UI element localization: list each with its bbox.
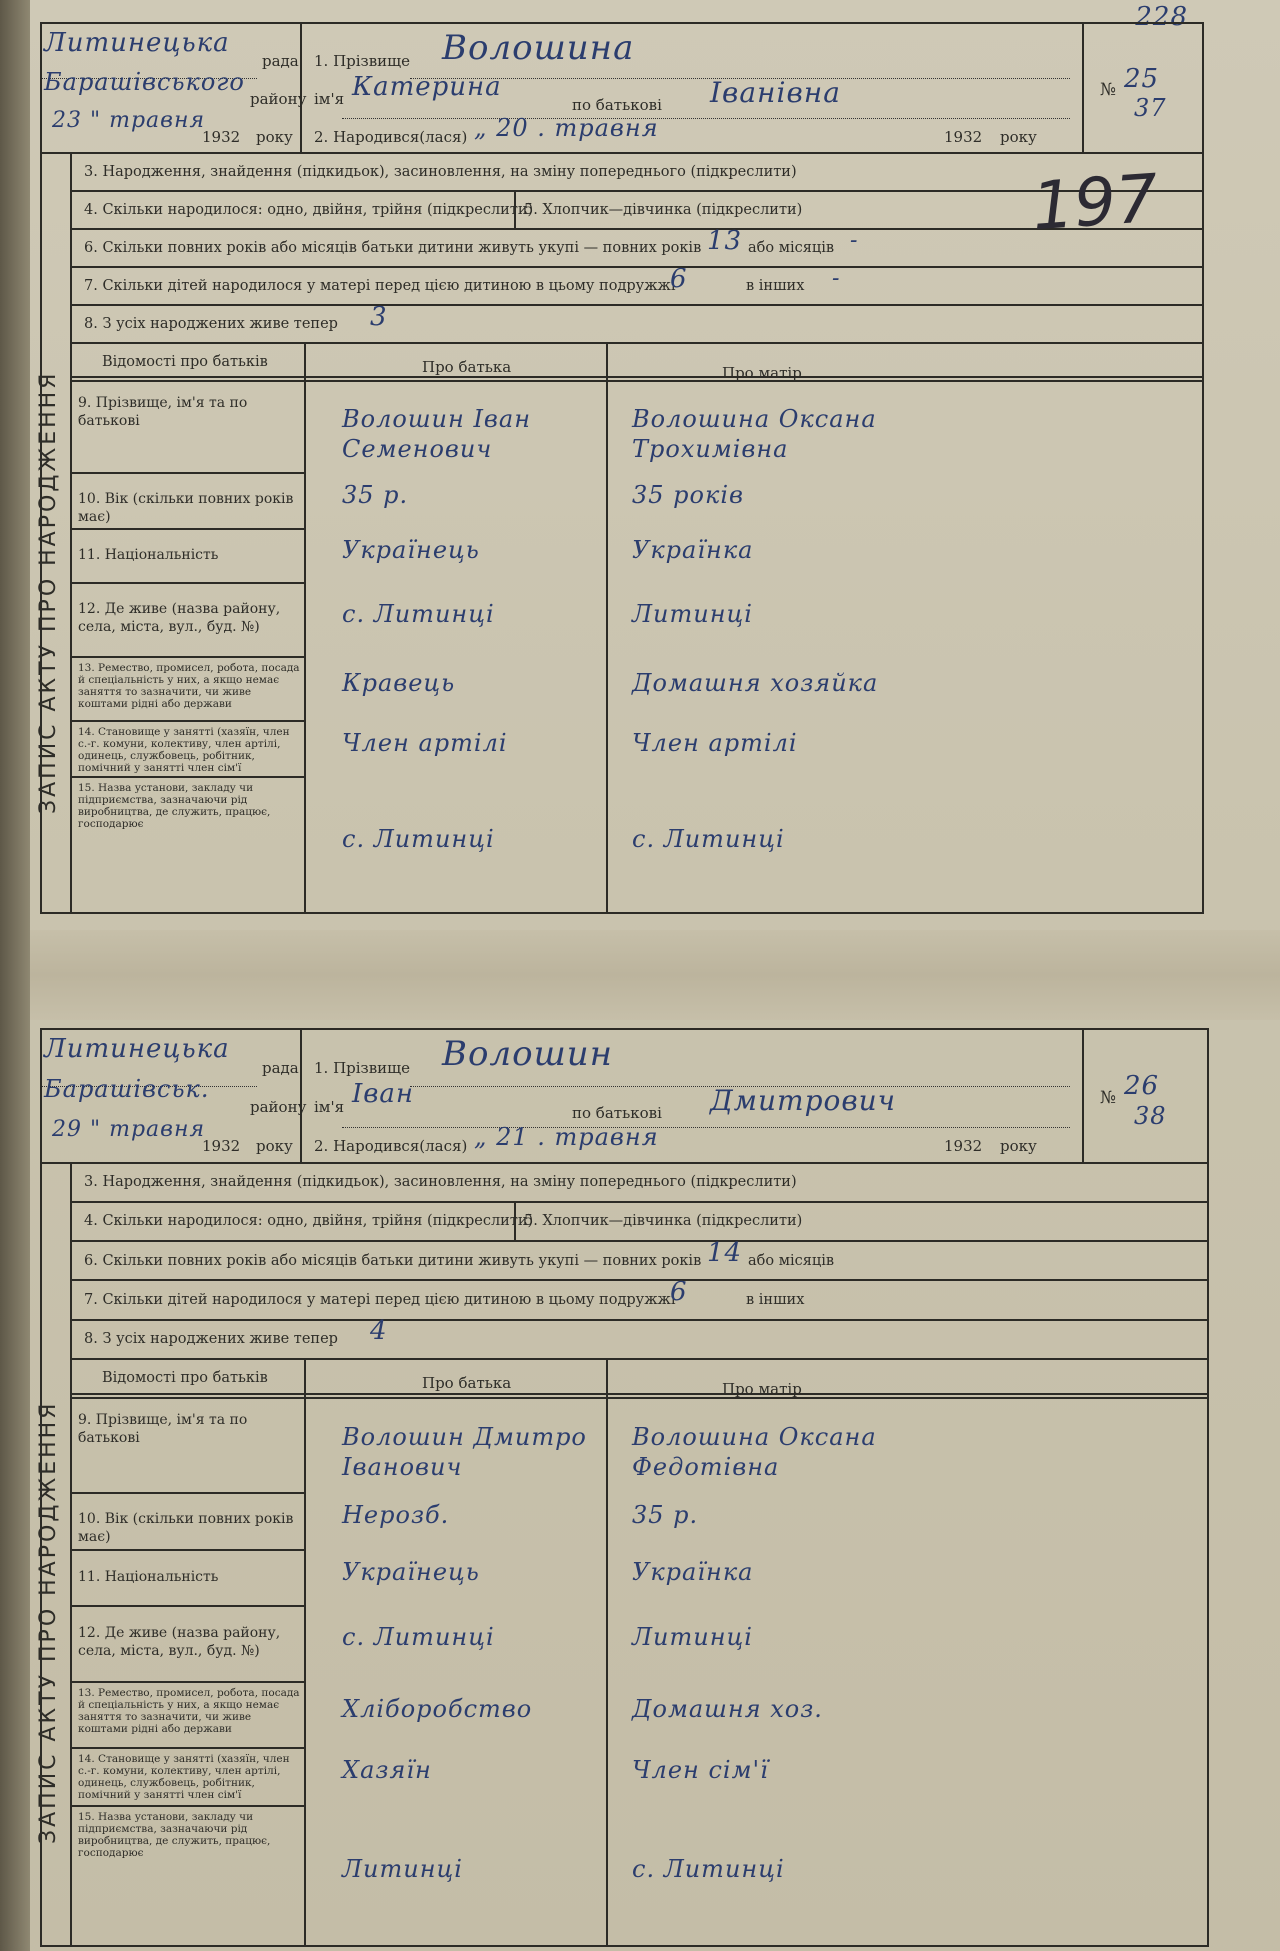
mother-value-13: Домашня хоз.	[632, 1695, 823, 1723]
father-value-9: Волошин Дмитро Іванович	[342, 1423, 587, 1481]
patronymic-label: по батькові	[572, 1104, 662, 1122]
row-rule-14	[70, 720, 306, 722]
row-label-15: 15. Назва установи, закладу чи підприємства, зазначаючи рід виробництва, де служить, працює, господарює	[78, 1811, 271, 1859]
registration-year: 1932	[202, 1137, 241, 1155]
header-bottom-rule	[42, 1162, 1207, 1164]
mother-value-12: Литинці	[632, 1623, 753, 1651]
registration-year-label: року	[256, 128, 293, 146]
name-value: Катерина	[352, 72, 502, 102]
name-value: Іван	[352, 1079, 415, 1109]
header-divider-left	[300, 1030, 302, 1162]
field-7-other-label: в інших	[746, 1292, 805, 1308]
mother-header: Про матір	[722, 364, 802, 382]
born-year-label: року	[1000, 1137, 1037, 1155]
field-4-label: 4. Скільки народилося: одно, двійня, трійня (підкреслити)	[84, 1213, 534, 1229]
row-label-10: 10. Вік (скільки повних років має)	[78, 491, 294, 525]
born-label: 2. Народився(лася)	[314, 1137, 468, 1155]
father-value-11: Українець	[342, 536, 480, 564]
row-label-13: 13. Ремество, промисел, робота, посада й спеціальність у них, а якщо немає заняття то зазначити, чи живе коштами рідні або держави	[78, 1687, 300, 1735]
field-rule-2	[70, 1240, 1207, 1242]
row-rule-12	[70, 1605, 306, 1607]
council-label: рада	[262, 1059, 299, 1077]
row-label-9: 9. Прізвище, ім'я та по батькові	[78, 1412, 248, 1446]
mother-value-14: Член сім'ї	[632, 1756, 769, 1784]
name-line	[342, 1127, 1070, 1128]
council-name: Литинецька	[44, 1034, 230, 1064]
mother-header: Про матір	[722, 1380, 802, 1398]
mother-value-14: Член артілі	[632, 729, 798, 757]
row-rule-11	[70, 1549, 306, 1551]
field-8-label: 8. З усіх народжених живе тепер	[84, 1331, 338, 1347]
born-label: 2. Народився(лася)	[314, 128, 468, 146]
field-6-months-label: або місяців	[748, 240, 835, 256]
father-value-10: Нерозб.	[342, 1501, 450, 1529]
birth-record-1	[36, 22, 1204, 914]
table-col-divider-2	[606, 1358, 608, 1945]
record-number: 25	[1124, 64, 1160, 94]
registration-date: 29 " травня	[52, 1117, 206, 1142]
mother-value-9: Волошина Оксана Федотівна	[632, 1423, 877, 1481]
book-spine	[0, 0, 30, 1951]
field-7-value: 6	[670, 1277, 688, 1307]
field-6-months-label: або місяців	[748, 1253, 835, 1269]
field-rule-5	[70, 342, 1202, 344]
field-8-value: 3	[370, 302, 388, 332]
row-label-15: 15. Назва установи, закладу чи підприємства, зазначаючи рід виробництва, де служить, працює, господарює	[78, 782, 271, 830]
field-6-label: 6. Скільки повних років або місяців батьки дитини живуть укупі — повних років	[84, 240, 702, 256]
field-8-label: 8. З усіх народжених живе тепер	[84, 316, 338, 332]
record-number: 26	[1124, 1071, 1160, 1101]
row-label-10: 10. Вік (скільки повних років має)	[78, 1511, 294, 1545]
field-7-other: -	[832, 266, 841, 291]
field-rule-3	[70, 1279, 1207, 1281]
name-line	[342, 118, 1070, 119]
field-rule-4	[70, 304, 1202, 306]
parents-header: Відомості про батьків	[102, 354, 268, 370]
record-number-label: №	[1100, 1088, 1117, 1108]
record-number-alt: 37	[1134, 94, 1167, 122]
mother-value-10: 35 років	[632, 481, 744, 509]
district-label: району	[250, 1098, 307, 1116]
row-rule-11	[70, 528, 306, 530]
field-6-months: -	[850, 228, 859, 253]
father-value-15: Литинці	[342, 1855, 463, 1883]
field-rule-6	[70, 380, 1202, 382]
surname-label: 1. Прізвище	[314, 52, 411, 70]
field-6-years: 13	[707, 226, 743, 256]
field-rule-1	[70, 1201, 1207, 1203]
row-label-12: 12. Де живе (назва району, села, міста, вул., буд. №)	[78, 1625, 281, 1659]
field-7-other-label: в інших	[746, 278, 805, 294]
field-4-label: 4. Скільки народилося: одно, двійня, трійня (підкреслити)	[84, 202, 534, 218]
father-value-12: с. Литинці	[342, 600, 495, 628]
district-name: Барашівськ.	[44, 1075, 210, 1103]
father-value-12: с. Литинці	[342, 1623, 495, 1651]
mother-value-15: с. Литинці	[632, 1855, 785, 1883]
father-value-10: 35 р.	[342, 481, 409, 509]
row-label-12: 12. Де живе (назва району, села, міста, вул., буд. №)	[78, 601, 281, 635]
row-label-14: 14. Становище у занятті (хазяїн, член с.-г. комуни, колективу, член артілі, одинець, службовець, робітник, помічний у занятті член сім'ї	[78, 726, 290, 774]
patronymic-value: Дмитрович	[710, 1084, 897, 1117]
parents-header: Відомості про батьків	[102, 1370, 268, 1386]
big-number: 197	[1029, 159, 1161, 246]
mother-value-13: Домашня хозяйка	[632, 669, 879, 697]
surname-label: 1. Прізвище	[314, 1059, 411, 1077]
page-gap	[30, 930, 1280, 1020]
father-value-14: Хазяїн	[342, 1756, 432, 1784]
surname-value: Волошина	[442, 28, 635, 68]
table-col-divider-2	[606, 342, 608, 912]
field-8-value: 4	[370, 1316, 388, 1346]
patronymic-value: Іванівна	[710, 76, 841, 109]
father-value-15: с. Литинці	[342, 825, 495, 853]
field-rule-5	[70, 1358, 1207, 1360]
born-date: „ 21 . травня	[474, 1123, 659, 1151]
name-label: ім'я	[314, 90, 345, 108]
row-label-9: 9. Прізвище, ім'я та по батькові	[78, 395, 248, 429]
father-value-13: Кравець	[342, 669, 456, 697]
registration-date: 23 " травня	[52, 108, 206, 133]
table-col-divider-1	[304, 342, 306, 912]
mother-value-15: с. Литинці	[632, 825, 785, 853]
header-divider-right	[1082, 24, 1084, 152]
mother-value-9: Волошина Оксана Трохимівна	[632, 405, 877, 463]
row-rule-13	[70, 1681, 306, 1683]
side-title: ЗАПИС АКТУ ПРО НАРОДЖЕННЯ	[36, 370, 61, 814]
field-rule-6	[70, 1397, 1207, 1399]
row-label-13: 13. Ремество, промисел, робота, посада й спеціальність у них, а якщо немає заняття то зазначити, чи живе коштами рідні або держави	[78, 662, 300, 710]
table-col-divider-1	[304, 1358, 306, 1945]
district-label: району	[250, 90, 307, 108]
row-rule-12	[70, 582, 306, 584]
row-rule-14	[70, 1747, 306, 1749]
field-3-label: 3. Народження, знайдення (підкидьок), засиновлення, на зміну попереднього (підкреслити)	[84, 1174, 797, 1190]
birth-record-2	[36, 1028, 1209, 1947]
patronymic-label: по батькові	[572, 96, 662, 114]
field-3-label: 3. Народження, знайдення (підкидьок), засиновлення, на зміну попереднього (підкреслити)	[84, 164, 797, 180]
mother-value-10: 35 р.	[632, 1501, 699, 1529]
field-5-label: 5. Хлопчик—дівчинка (підкреслити)	[524, 1213, 803, 1229]
field-5-label: 5. Хлопчик—дівчинка (підкреслити)	[524, 202, 803, 218]
born-year-label: року	[1000, 128, 1037, 146]
mother-value-11: Українка	[632, 1558, 754, 1586]
council-name: Литинецька	[44, 28, 230, 58]
father-value-11: Українець	[342, 1558, 480, 1586]
born-year: 1932	[944, 1137, 983, 1155]
surname-value: Волошин	[442, 1034, 614, 1074]
row-rule-15	[70, 1805, 306, 1807]
header-divider-right	[1082, 1030, 1084, 1162]
page-number: 228	[1135, 2, 1188, 32]
field-6-label: 6. Скільки повних років або місяців батьки дитини живуть укупі — повних років	[84, 1253, 702, 1269]
table-header-rule	[70, 1393, 1207, 1395]
record-number-label: №	[1100, 80, 1117, 100]
name-label: ім'я	[314, 1098, 345, 1116]
field-7-value: 6	[670, 264, 688, 294]
row-rule-13	[70, 656, 306, 658]
born-year: 1932	[944, 128, 983, 146]
field-rule-4	[70, 1319, 1207, 1321]
father-value-14: Член артілі	[342, 729, 508, 757]
field-4-5-divider	[514, 190, 516, 228]
header-divider-left	[300, 24, 302, 152]
table-header-rule	[70, 376, 1202, 378]
registration-year: 1932	[202, 128, 241, 146]
born-date: „ 20 . травня	[474, 114, 659, 142]
field-6-years: 14	[707, 1238, 743, 1268]
field-7-label: 7. Скільки дітей народилося у матері перед цією дитиною в цьому подружжі	[84, 278, 676, 294]
row-rule-10	[70, 1492, 306, 1494]
row-label-11: 11. Національність	[78, 1569, 219, 1585]
row-label-14: 14. Становище у занятті (хазяїн, член с.-г. комуни, колективу, член артілі, одинець, службовець, робітник, помічний у занятті член сім'ї	[78, 1753, 290, 1801]
field-4-5-divider	[514, 1201, 516, 1240]
mother-value-11: Українка	[632, 536, 754, 564]
field-rule-2	[70, 228, 1202, 230]
father-value-9: Волошин Іван Семенович	[342, 405, 532, 463]
side-title: ЗАПИС АКТУ ПРО НАРОДЖЕННЯ	[36, 1400, 61, 1844]
record-number-alt: 38	[1134, 1102, 1167, 1130]
field-7-label: 7. Скільки дітей народилося у матері перед цією дитиною в цьому подружжі	[84, 1292, 676, 1308]
district-name: Барашівського	[44, 68, 245, 96]
header-bottom-rule	[42, 152, 1202, 154]
mother-value-12: Литинці	[632, 600, 753, 628]
council-label: рада	[262, 52, 299, 70]
row-rule-15	[70, 776, 306, 778]
registration-year-label: року	[256, 1137, 293, 1155]
father-header: Про батька	[422, 1374, 512, 1392]
row-rule-10	[70, 472, 306, 474]
field-rule-3	[70, 266, 1202, 268]
father-value-13: Хліборобство	[342, 1695, 533, 1723]
row-label-11: 11. Національність	[78, 547, 219, 563]
father-header: Про батька	[422, 358, 512, 376]
